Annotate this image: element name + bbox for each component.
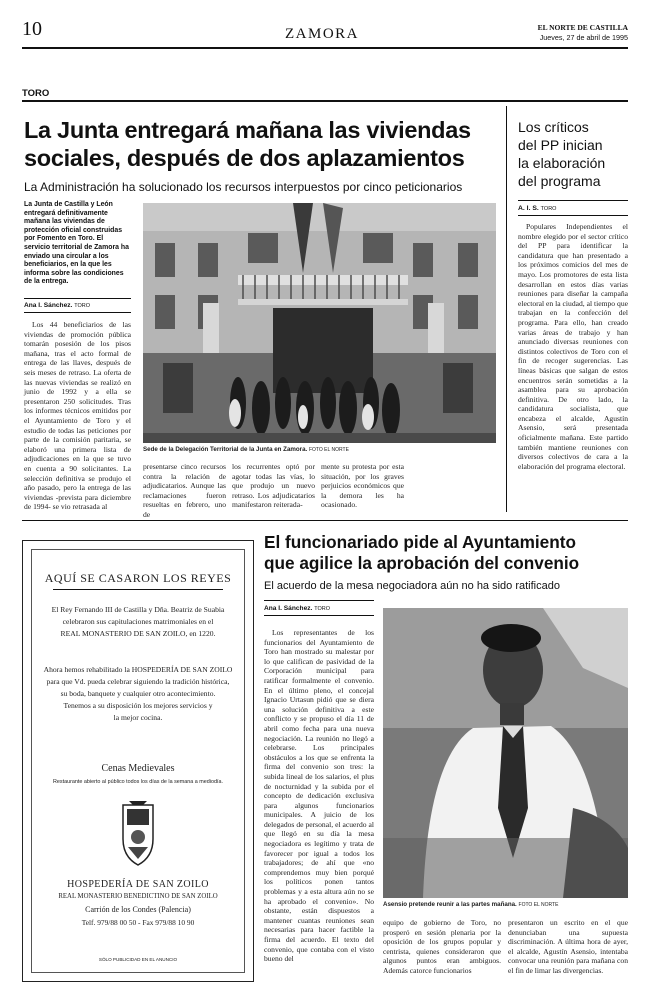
lead-divider	[24, 298, 131, 299]
masthead: EL NORTE DE CASTILLA	[537, 23, 628, 32]
article1-byline: Ana I. Sánchez. TORO	[24, 302, 91, 309]
article1-photo	[143, 203, 496, 443]
article1-headline: La Junta entregará mañana las viviendas sociales, después de dos aplazamientos	[24, 117, 471, 171]
ad-dinners-note: Restaurante abierto al público todos los días de la semana a mediodía.	[53, 779, 223, 785]
ad-text-line: su boda, banquete y cualquier otro acontecimiento.	[60, 689, 216, 698]
article2-subheadline: El acuerdo de la mesa negociadora aún no ha sido ratificado	[264, 580, 560, 592]
ad-title-rule	[53, 589, 223, 590]
article1-col2: presentarse cinco recursos contra la relación de adjudicatarios. Aunque las reclamaciones fueron resueltas en febrero, uno de	[143, 462, 226, 519]
sidebar-rule-top	[518, 200, 628, 201]
ad-address: Carrión de los Condes (Palencia)	[85, 905, 191, 914]
article2-rule-bottom	[264, 615, 374, 616]
article1-lead: La Junta de Castilla y León entregará definitivamente mañana las viviendas de protección oficial construidas por Fomento en Toro. El servicio territorial de Zamora ha enviado una circular a los beneficiarios, en la que les informa sobre las condiciones de la entrega.	[24, 201, 129, 286]
topic-rule	[22, 100, 628, 102]
article2-photo	[383, 608, 628, 898]
ad-phones: Telf. 979/88 00 50 - Fax 979/88 10 90	[81, 918, 195, 927]
article2-byline: Ana I. Sánchez. TORO	[264, 605, 331, 612]
hospederia-ad	[22, 540, 254, 982]
ad-text-line: la mejor cocina.	[113, 713, 163, 722]
article2-col3: presentaron un escrito en el que denunciaban una supuesta discriminación. A última hora de ayer, el alcalde, Agustín Asensio, intentaba convocar una reunión para mañana con el fin de limar las divergencias.	[508, 918, 628, 975]
ad-dinners: Cenas Medievales	[101, 763, 175, 774]
ad-text-line: Tenemos a su disposición los mejores servicios y	[63, 701, 213, 710]
header-rule	[22, 47, 628, 49]
coat-of-arms-icon	[113, 799, 163, 869]
ad-text-line: celebraron sus capitulaciones matrimoniales en el	[62, 617, 214, 626]
article1-subheadline: La Administración ha solucionado los recursos interpuestos por cinco peticionarios	[24, 180, 463, 194]
page-divider	[22, 520, 628, 521]
topic-label: TORO	[22, 88, 50, 99]
article2-headline: El funcionariado pide al Ayuntamiento que agilice la aprobación del convenio	[264, 532, 580, 573]
ad-text-line: El Rey Fernando III de Castilla y Dña. Beatriz de Suabia	[51, 605, 225, 614]
ad-text-line: para que Vd. pueda celebrar siguiendo la tradición histórica,	[46, 677, 230, 686]
article1-col4: mente su protesta por esta situación, por los graves perjuicios económicos que la demora les ha ocasionado.	[321, 462, 404, 510]
article2-rule-top	[264, 600, 374, 601]
ad-title: AQUÍ SE CASARON LOS REYES	[44, 571, 232, 585]
article2-photo-caption: Asensio pretende reunir a las partes mañana. FOTO EL NORTE	[383, 901, 559, 908]
sidebar-headline: Los críticos del PP inician la elaboración del programa	[518, 119, 606, 189]
article1-col3: los recurrentes optó por agotar todas las vías, lo que produjo un nuevo retraso. Los adjudicatarios manifestaron reiterada-	[232, 462, 315, 510]
building-photo	[143, 203, 496, 443]
ad-name: HOSPEDERÍA DE SAN ZOILO	[67, 879, 209, 890]
ad-monastery: REAL MONASTERIO BENEDICTINO DE SAN ZOILO	[58, 893, 218, 900]
sidebar-byline: A. I. S. TORO	[518, 205, 557, 212]
sidebar-text: Populares Independientes el nombre elegido por el sector crítico del PP para identificar la candidatura que han presentado a los próximos comicios del mes de mayo. Los promotores de esta lista desarrollan en estos días varias reuniones para diseñar la campaña electoral en la ciudad, al tiempo que trabajan en la confección del programa. Para ello, han creado varias áreas de trabajo y han anunciado diversas reuniones con distintos colectivos de Toro con el fin de recoger sugerencias. Las líneas básicas que salgan de estos encuentros serán sometidas a la asamblea para su aprobación definitiva. De otro lado, la candidatura socialista, que encabeza el alcalde, Agustín Asensio, será presentada oficialmente mañana. Este partido también mantiene reuniones con diversos colectivos de cara a la elaboración del programa electoral.	[518, 222, 628, 471]
ad-text-line: Ahora hemos rehabilitado la HOSPEDERÍA DE SAN ZOILO	[43, 665, 233, 674]
ad-text-line: REAL MONASTERIO DE SAN ZOILO, en 1220.	[60, 629, 216, 638]
portrait-photo	[383, 608, 628, 898]
article2-col2: equipo de gobierno de Toro, no prosperó en sesión plenaria por la oposición de los grupos popular y centrista, quienes consideraron que algunos puntos eran ambiguos. Además catorce funcionarios	[383, 918, 501, 975]
ad-footnote: SÓLO PUBLICIDAD EN EL ANUNCIO	[98, 957, 178, 962]
article1-photo-caption: Sede de la Delegación Territorial de la Junta en Zamora. FOTO EL NORTE	[143, 446, 349, 453]
sidebar-rule-bottom	[518, 215, 628, 216]
sidebar-divider	[506, 106, 507, 512]
page-date: Jueves, 27 de abril de 1995	[539, 33, 628, 42]
byline-divider	[24, 312, 131, 313]
section-title: ZAMORA	[285, 26, 360, 42]
page-number: 10	[22, 18, 42, 40]
article1-col1: Los 44 beneficiarios de las viviendas de promoción pública tomarán posesión de los pisos mañana, tras el acto formal de entrega de las llaves, después de seis meses de retraso. La oferta de las nuevas viviendas se realizó en junio de 1992 y a ella se presentaron 250 solicitudes. Tras los informes técnicos emitidos por el Ayuntamiento de Toro y el estudio de todas las peticiones por parte de la comisión paritaria, se elaboró una primera lista de adjudicaciones en la que se tuvo en cuenta a 90 solicitantes. La selección definitiva se produjo el año pasado, pero la entrega de las viviendas -prevista para diciembre de 1994- se vio retrasada al	[24, 320, 131, 512]
article2-col1: Los representantes de los funcionarios del Ayuntamiento de Toro han mostrado su malestar por lo que califican de pasividad de la Corporación municipal para ratificar formalmente el convenio. En el último pleno, el concejal Ignacio Urtasun pidió que se diera una solución definitiva a este conflicto y se propuso el día 11 de abril como fecha para una nueva negociación. La reunión no llegó a celebrarse. Los principales obstáculos a los que se enfrenta la firma del convenio son tres: la subida lineal de los salarios, el plus de nocturnidad y la subida por el concepto de dedicación exclusiva para algunos funcionarios municipales. A juicio de los delegados de personal, el acuerdo al que llegó en su día la mesa negociadora es legítimo y trata de favorecer por igual a todos los trabajadores; de ahí que «no comprendemos muy bien porqué los políticos ponen tantos problemas y a esta altura aún no se ha aprobado el convenio». No obstante, están dispuestos a mantener cuantas reuniones sean necesarias para hacer factible la firma del acuerdo. El texto del convenio, que contaba con el visto bueno del	[264, 628, 374, 964]
